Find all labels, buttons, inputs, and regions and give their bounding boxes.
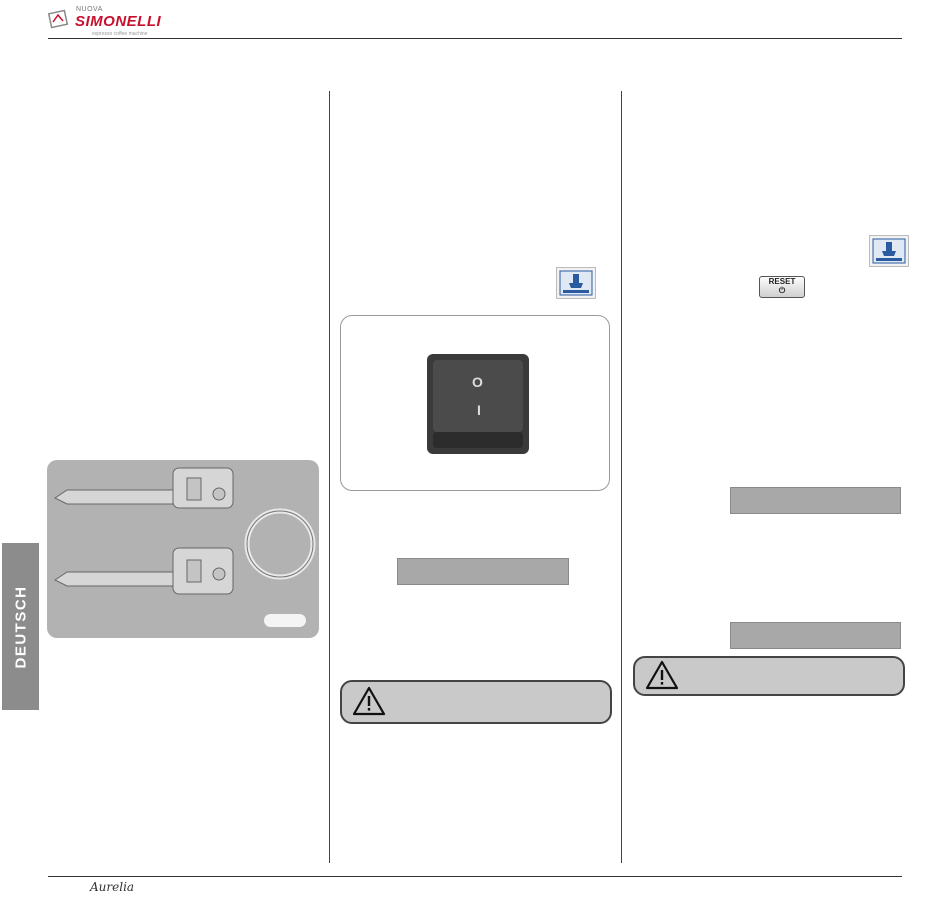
brand-tagline: espresso coffee machine [92,31,148,37]
reset-button-icon [759,276,805,298]
photo-label-badge [264,614,306,627]
header-divider [48,38,902,39]
power-symbol-icon: ⏻ [778,286,786,295]
reset-label: RESET [768,277,796,286]
station-icon [556,267,596,299]
highlight-bar-middle [397,558,569,585]
warning-box-right [633,656,905,696]
station-icon [869,235,909,267]
rocker-switch-icon [341,316,609,490]
highlight-bar-right-2 [730,622,901,649]
warning-icon [645,660,679,690]
footer-divider [48,876,902,877]
switch-off-symbol: O [472,374,483,390]
power-switch-photo [340,315,610,491]
brand-small-text: NUOVA [76,6,103,13]
language-tab [2,543,39,710]
logo-mark-icon [48,8,70,30]
highlight-bar-right-1 [730,487,901,514]
keys-photo [47,460,319,638]
warning-icon [352,686,386,716]
warning-box-middle [340,680,612,724]
column-divider-left [329,91,330,863]
product-logo: Aurelia [90,880,135,894]
column-divider-right [621,91,622,863]
language-tab-label: DEUTSCH [12,584,29,669]
brand-logo [48,6,198,36]
station-glyph-icon [557,268,595,298]
key-icon [47,460,319,638]
station-glyph-icon [870,236,908,266]
brand-name: SIMONELLI [75,13,162,30]
switch-on-symbol: I [477,402,481,418]
